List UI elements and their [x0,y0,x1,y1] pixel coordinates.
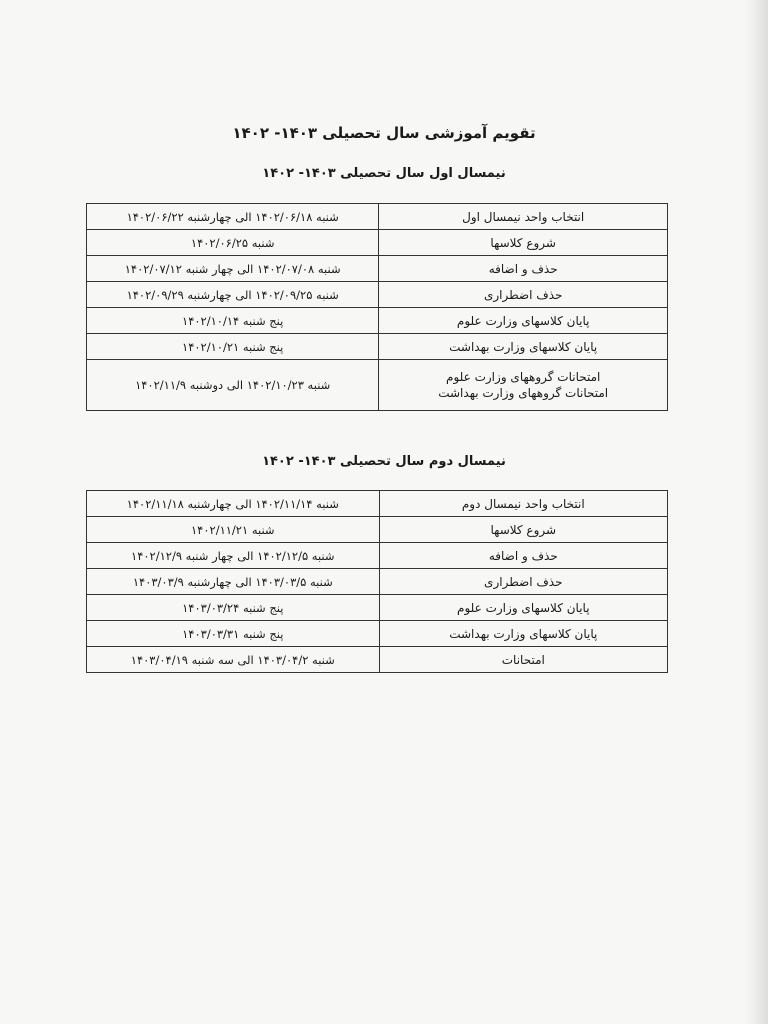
semester1-table [86,203,668,411]
page-edge-shadow [746,0,768,1024]
event-cell [379,569,667,595]
event-label: انتخاب واحد نیمسال دوم [461,496,585,511]
table-row [87,517,668,543]
event-label: پایان کلاسهای وزارت علوم [457,600,590,615]
date-cell: پنج شنبه ۱۴۰۲/۱۰/۲۱ [87,334,379,360]
event-cell [379,647,667,673]
date-cell: شنبه ۱۴۰۲/۰۹/۲۵ الی چهارشنبه ۱۴۰۲/۰۹/۲۹ [87,282,379,308]
event-label: حذف و اضافه [488,261,558,276]
event-cell [379,621,667,647]
date-cell: شنبه ۱۴۰۲/۱۲/۵ الی چهار شنبه ۱۴۰۲/۱۲/۹ [87,543,380,569]
event-label: امتحانات [501,652,545,667]
table-row [87,204,668,230]
table-row [87,647,668,673]
date-cell: شنبه ۱۴۰۳/۰۴/۲ الی سه شنبه ۱۴۰۳/۰۴/۱۹ [87,647,380,673]
event-cell [379,543,667,569]
table-row [87,543,668,569]
event-label: پایان کلاسهای وزارت بهداشت [449,339,598,354]
event-label: پایان کلاسهای وزارت بهداشت [449,626,598,641]
table-row [87,360,668,411]
date-cell: شنبه ۱۴۰۲/۱۱/۱۴ الی چهارشنبه ۱۴۰۲/۱۱/۱۸ [87,491,380,517]
event-label: امتحانات گروههای وزارت بهداشت [438,386,609,400]
date-cell: شنبه ۱۴۰۲/۱۰/۲۳ الی دوشنبه ۱۴۰۲/۱۱/۹ [87,360,379,411]
table-row [87,491,668,517]
table-row [87,334,668,360]
semester1-title: نیمسال اول سال تحصیلی ۱۴۰۳- ۱۴۰۲ [262,166,506,181]
date-cell: شنبه ۱۴۰۲/۰۷/۰۸ الی چهار شنبه ۱۴۰۲/۰۷/۱۲ [87,256,379,282]
event-cell [379,308,668,334]
date-cell: پنج شنبه ۱۴۰۳/۰۳/۳۱ [87,621,380,647]
event-cell [379,491,667,517]
event-cell [379,517,667,543]
date-cell: پنج شنبه ۱۴۰۳/۰۳/۲۴ [87,595,380,621]
event-label: انتخاب واحد نیمسال اول [462,209,585,224]
semester2-title: نیمسال دوم سال تحصیلی ۱۴۰۳- ۱۴۰۲ [262,454,506,469]
event-label: حذف اضطراری [483,287,563,302]
event-label: حذف و اضافه [488,548,558,563]
date-cell: شنبه ۱۴۰۳/۰۳/۵ الی چهارشنبه ۱۴۰۳/۰۳/۹ [87,569,380,595]
table-row [87,230,668,256]
table-row [87,621,668,647]
table-row [87,569,668,595]
table-row [87,282,668,308]
event-label: پایان کلاسهای وزارت علوم [456,313,590,328]
date-cell: پنج شنبه ۱۴۰۲/۱۰/۱۴ [87,308,379,334]
date-cell: شنبه ۱۴۰۲/۱۱/۲۱ [87,517,380,543]
table-row [87,256,668,282]
date-cell: شنبه ۱۴۰۲/۰۶/۲۵ [87,230,379,256]
event-cell [379,256,668,282]
event-cell [379,282,668,308]
event-label: حذف اضطراری [484,574,563,589]
event-label: شروع کلاسها [490,522,557,537]
event-cell [379,334,668,360]
date-cell: شنبه ۱۴۰۲/۰۶/۱۸ الی چهارشنبه ۱۴۰۲/۰۶/۲۲ [87,204,379,230]
event-label: شروع کلاسها [490,235,556,250]
event-cell [379,595,667,621]
table-row [87,595,668,621]
page-title: تقویم آموزشی سال تحصیلی ۱۴۰۳- ۱۴۰۲ [232,124,536,142]
semester2-table [86,490,668,673]
event-cell [379,230,668,256]
event-cell [379,204,668,230]
event-cell [379,360,668,411]
table-row [87,308,668,334]
event-label: امتحانات گروههای وزارت علوم [446,370,601,384]
